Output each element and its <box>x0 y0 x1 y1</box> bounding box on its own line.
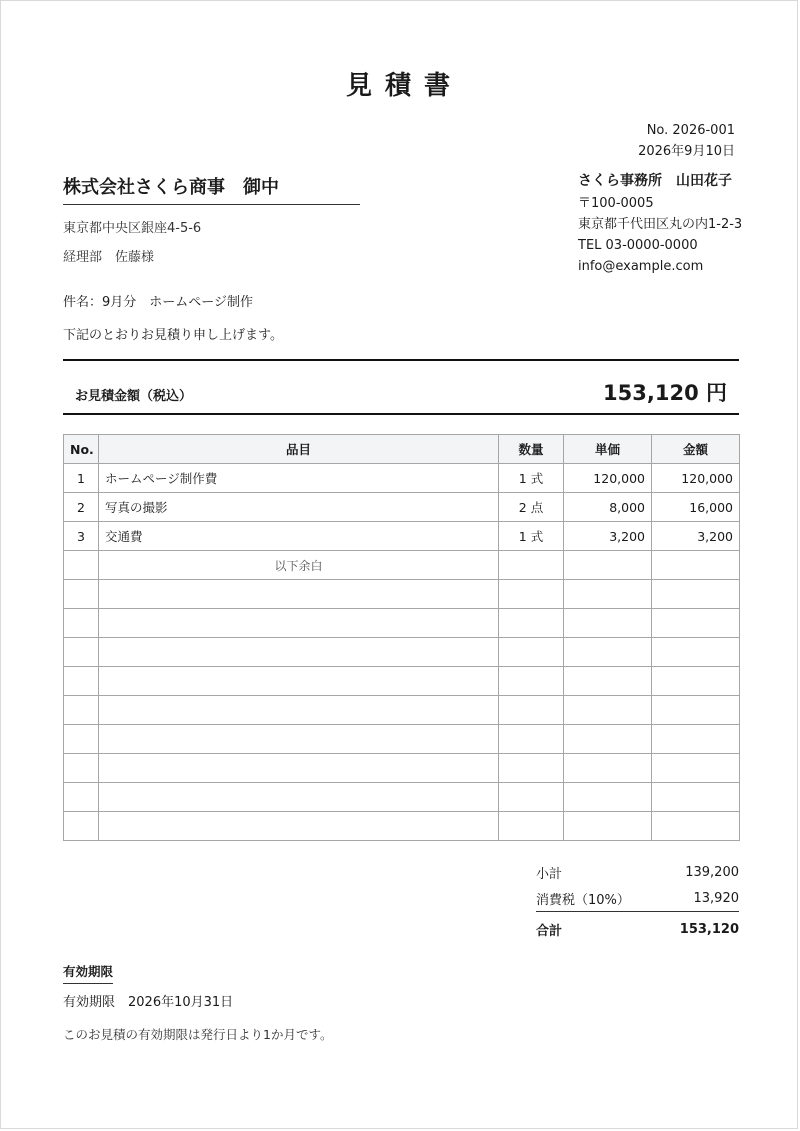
intro-text: 下記のとおりお見積り申し上げます。 <box>63 328 283 343</box>
row-amount: 3,200 <box>652 522 740 551</box>
remark-text: 以下余白 <box>99 551 499 580</box>
table-row <box>64 522 740 551</box>
estimate-amount-box <box>63 359 739 415</box>
totals-block <box>536 859 739 942</box>
row-unit-price: 8,000 <box>564 493 652 522</box>
tax-row <box>536 885 739 912</box>
issuer-email: info@example.com <box>578 259 704 274</box>
total-value: 153,120 <box>679 921 739 937</box>
validity-date: 有効期限 2026年10月31日 <box>63 995 234 1010</box>
subject-line: 件名：9月分 ホームページ制作 <box>63 295 254 310</box>
issuer-tel: TEL 03-0000-0000 <box>578 238 698 253</box>
header-quantity: 数量 <box>499 435 564 464</box>
row-item: 交通費 <box>99 522 499 551</box>
table-row-empty <box>64 638 740 667</box>
table-row-empty <box>64 725 740 754</box>
row-quantity: 1 式 <box>499 522 564 551</box>
total-label: 合計 <box>536 923 563 939</box>
header-amount: 金額 <box>652 435 740 464</box>
row-no: 2 <box>64 493 99 522</box>
header-item: 品目 <box>99 435 499 464</box>
tax-label: 消費税（10%） <box>536 892 630 908</box>
document-date: 2026年9月10日 <box>638 144 735 159</box>
row-no: 3 <box>64 522 99 551</box>
client-name: 株式会社さくら商事 御中 <box>63 173 360 205</box>
table-header-row <box>64 435 740 464</box>
total-row <box>536 916 739 942</box>
validity-heading: 有効期限 <box>63 962 113 984</box>
tax-value: 13,920 <box>693 890 739 906</box>
subtotal-value: 139,200 <box>685 864 739 880</box>
row-quantity: 2 点 <box>499 493 564 522</box>
issuer-address: 東京都千代田区丸の内1-2-3 <box>578 217 743 232</box>
row-amount: 120,000 <box>652 464 740 493</box>
table-row-empty <box>64 783 740 812</box>
table-row <box>64 464 740 493</box>
table-row-empty <box>64 754 740 783</box>
table-row-remark <box>64 551 740 580</box>
client-person: 経理部 佐藤様 <box>63 250 155 265</box>
document-number: No. 2026-001 <box>646 123 735 138</box>
client-block <box>63 173 360 265</box>
line-items-table <box>63 434 740 841</box>
document-title: 見 積 書 <box>345 71 453 101</box>
row-item: ホームページ制作費 <box>99 464 499 493</box>
amount-value: 153,120 円 <box>603 381 727 405</box>
issuer-block <box>578 171 742 277</box>
row-amount: 16,000 <box>652 493 740 522</box>
subtotal-label: 小計 <box>536 866 563 882</box>
table-row-empty <box>64 609 740 638</box>
table-row-empty <box>64 812 740 841</box>
row-quantity: 1 式 <box>499 464 564 493</box>
table-row-empty <box>64 667 740 696</box>
validity-note: このお見積の有効期限は発行日より1か月です。 <box>63 1027 333 1042</box>
header-no: No. <box>64 435 99 464</box>
table-row <box>64 493 740 522</box>
header-unit-price: 単価 <box>564 435 652 464</box>
row-item: 写真の撮影 <box>99 493 499 522</box>
row-unit-price: 120,000 <box>564 464 652 493</box>
table-row-empty <box>64 696 740 725</box>
issuer-postal: 〒100-0005 <box>578 196 654 211</box>
table-row-empty <box>64 580 740 609</box>
row-no: 1 <box>64 464 99 493</box>
subtotal-row <box>536 859 739 885</box>
issuer-name: さくら事務所 山田花子 <box>578 173 732 189</box>
client-address: 東京都中央区銀座4-5-6 <box>63 221 202 236</box>
amount-label: お見積金額（税込） <box>75 389 193 404</box>
document-meta <box>638 120 735 162</box>
row-unit-price: 3,200 <box>564 522 652 551</box>
